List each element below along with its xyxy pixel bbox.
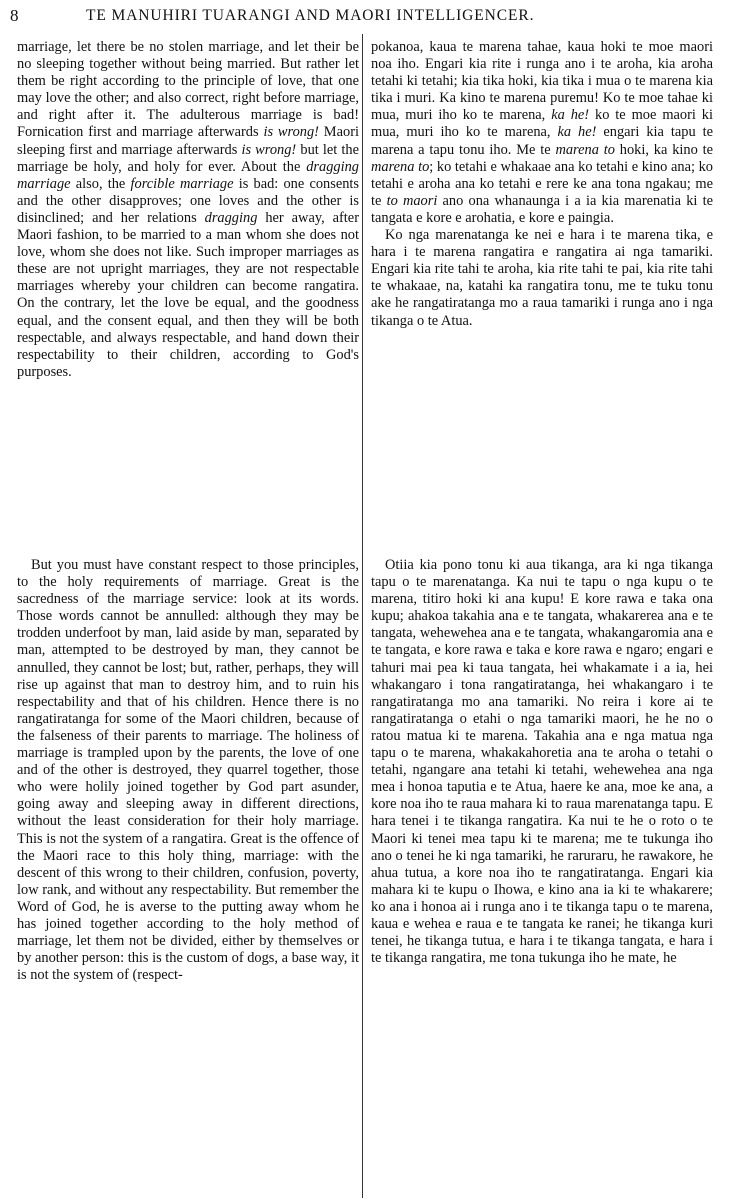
maori-column-bottom [371,557,713,967]
column-divider [362,34,363,1198]
maori-column-top [371,39,713,330]
maori-paragraph-2: Ko nga marenatanga ke nei e hara i te marena tika, e hara i te marena rangatira e rangatira ai nga tamariki. Engari kia rite tahi te aroha, kia rite tahi te pai, kia rite tahi te whakaae, na, katahi ka rangatira tonu, me te tuku tonu ake he rangatiratanga mo a raua tamariki i runga ano i nga tikanga o te Atua. [371,227,713,329]
maori-paragraph-1: pokanoa, kaua te marena tahae, kaua hoki te moe maori noa iho. Engari kia rite i runga ano i te aroha, kia aroha tetahi ki tetahi; kia tika hoki, kia tika i mua o te marena kia tika i muri. Ka kino te marena puremu! Ko te moe tahae ki mua, muri iho ko te marena, ka he! ko te moe maori ki mua, muri iho ko te marena, ka he! engari kia tapu te marena a tapu tonu iho. Me te marena to hoki, ka kino te marena to; ko tetahi e whakaae ana ko tetahi e kino ana; ko tetahi e aroha ana ko tetahi e rere ke ana tona ngakau; me te to maori ano ona whanaunga i a ia kia marenatia ki te tangata e kore e arohatia, e kore e paingia. [371,39,713,226]
running-title: TE MANUHIRI TUARANGI AND MAORI INTELLIGENCER. [86,7,535,24]
page-number: 8 [10,6,19,25]
english-paragraph-1: marriage, let there be no stolen marriage, and let their be no sleeping together without being married. But rather let them be right according to the principle of love, that one may love the other; and also correct, right before marriage, and right after it. The adulterous marriage is bad! Fornication first and marriage afterwards is wrong! Maori sleeping first and marriage afterwards is wrong! but let the marriage be holy, and holy for ever. About the dragging marriage also, the forcible marriage is bad: one consents and the other disapproves; one loves and the other is disinclined; and her relations dragging her away, after Maori fashion, to be married to a man whom she does not love, whom she does not like. Such improper marriages as these are not upright marriages, they are not respectable marriages whereby your children can become rangatira. On the contrary, let the love be equal, and the goodness equal, and the consent equal, and then they will be both respectable, and always respectable, and hand down their respectability to their children, according to God's purposes. [17,39,360,380]
page-header [0,3,732,29]
english-paragraph-2: But you must have constant respect to those principles, to the holy requirements of marriage. Great is the sacredness of the marriage service: look at its words. Those words cannot be annulled: although they may be trodden underfoot by man, laid aside by man, separated by man, attempted to be destroyed by man, they cannot be annulled, they cannot be lost; but, rather, perhaps, they will rise up against that man to destroy him, and to ruin his respectability and that of his children. Hence there is no rangatiratanga for some of the Maori children, because of the falseness of their parents to marriage. The holiness of marriage is trampled upon by the parents, the love of one and of the other is destroyed, they quarrel together, those who were holily joined together by God part asunder, going away and sleeping away in different directions, without the least consideration for their holy marriage. This is not the system of a rangatira. Great is the offence of the Maori race to this holy thing, marriage: with the descent of this wrong to their children, confusion, poverty, low rank, and without any respectability. But remember the Word of God, he is averse to the putting away whom he has joined together according to the holy method of marriage, let them not be divided, either by themselves or by another person: this is the custom of dogs, a base way, it is not the system of (respect- [17,557,359,984]
maori-paragraph-3: Otiia kia pono tonu ki aua tikanga, ara ki nga tikanga tapu o te marenatanga. Ka nui te tapu o nga kupu o te marena, titiro hoki ki ana kupu! E kore rawa e taka ona kupu; ahakoa takahia ana e te tangata, whakarerea ana e te tangata, wehewehea ana e te tangata, whakangaromia ana e te tangata, e kore rawa e taka e kore rawa e ngaro; engari e tahuri mai pea ki taua tangata, hei whakamate i a ia, hei whakangaro i tona rangatiratanga, hei whakangaro i te rangatiratanga mo ana tamariki. No reira i kore ai te rangatiratanga o etahi o nga tamariki maori, he he no o ratou matua ki te marena. Takahia ana e nga matua nga tapu o te marena, whakakahoretia ana te aroha o tetahi o tetahi, ngangare ana tetahi ki tetahi, wehewehea ana nga mea i honoa taputia e te Atua, haere ke ana, moe ke ana, a kore noa iho te raua mahara ki to raua marenatanga tapu. E hara tenei i te tikanga rangatira. Ka nui te he o roto o te Maori ki tenei mea tapu ki te marena; me te tukunga iho ano o tenei he ki nga tamariki, he raruraru, he rawakore, he ahua tutua, a kore noa iho te rangatiratanga. Engari kia mahara ki te kupu o Ihowa, e kino ana ia ki te whakarere; ko ana i honoa ai i runga ano i te tikanga tapu o te marena, kaua e wehea e raua e te tangata ke ranei; he tikanga kuri tenei, he tikanga tutua, e hara i te tikanga tangata, e hara i te tikanga rangatira, me tona tukunga iho he mate, he [371,557,713,967]
english-column-top [17,39,359,381]
english-column-bottom [17,557,359,984]
